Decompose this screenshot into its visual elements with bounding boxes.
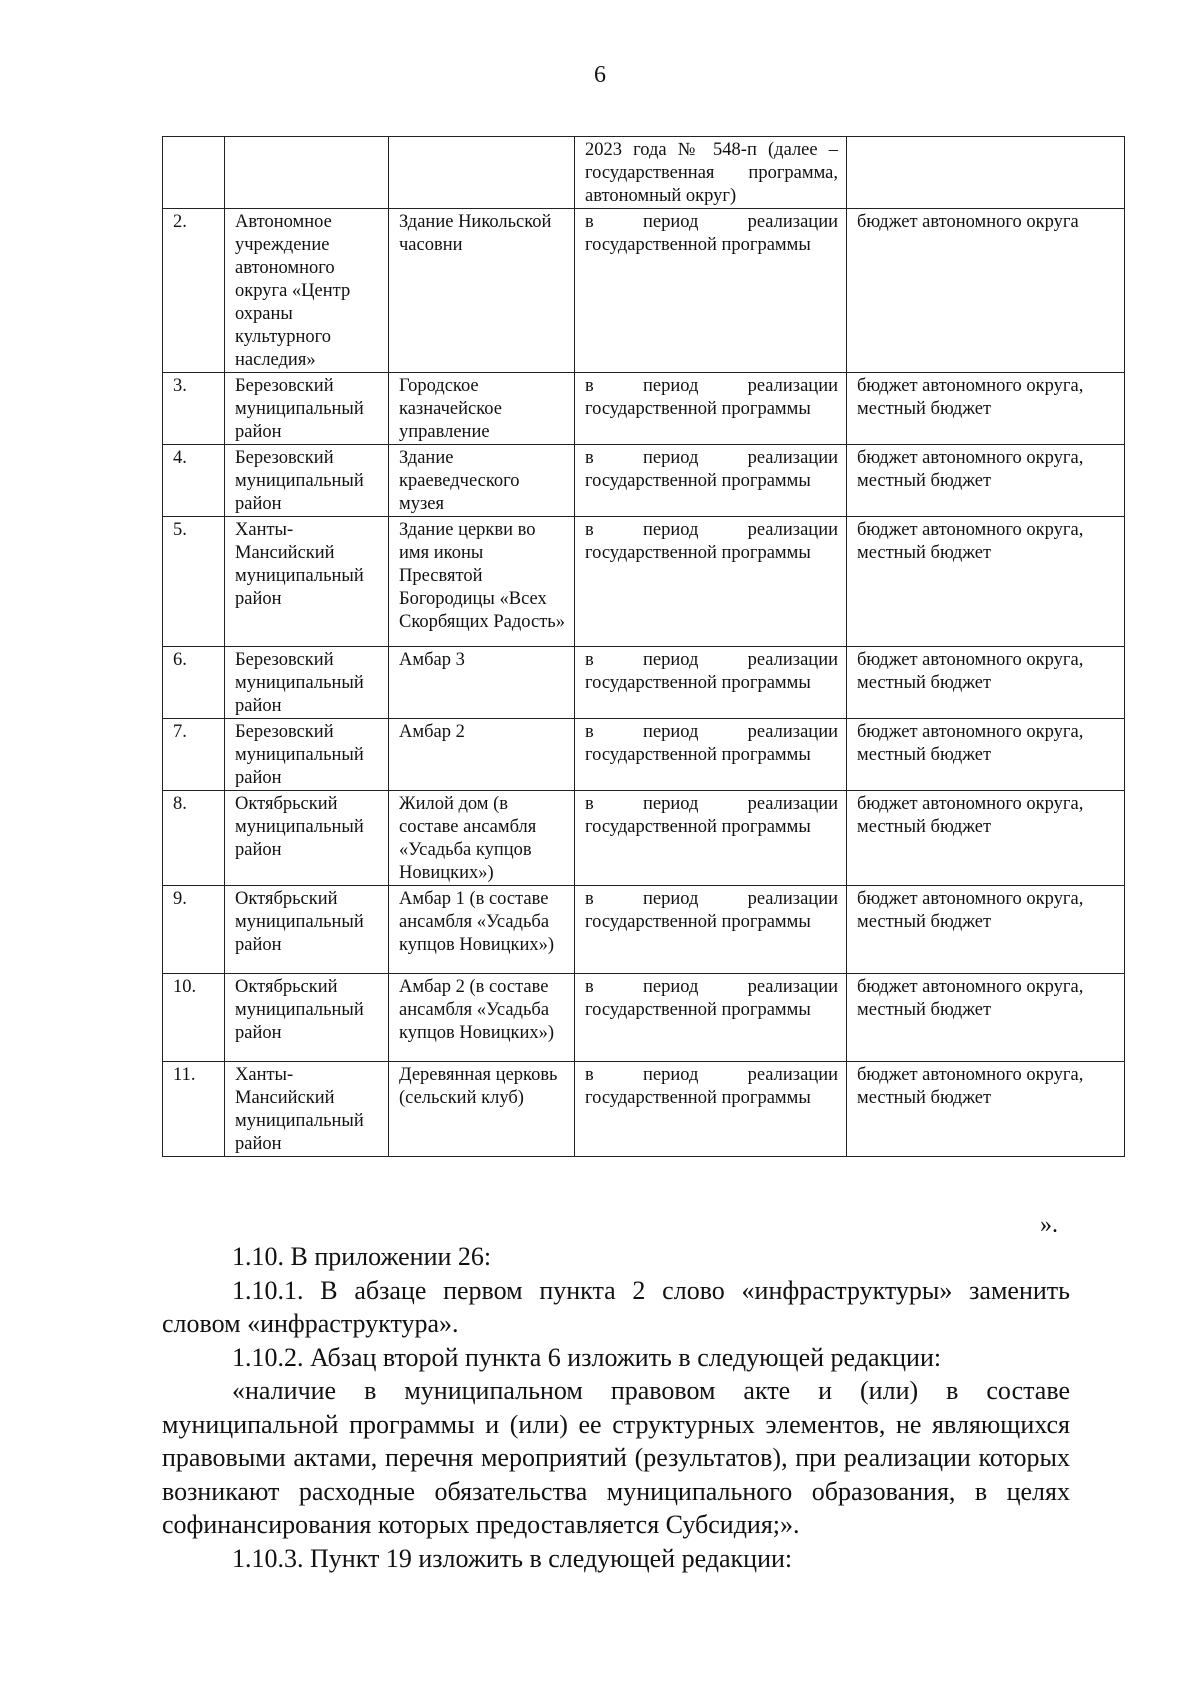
cell-period: в период реализации государственной программы xyxy=(575,445,847,517)
cell-number: 8. xyxy=(163,791,225,886)
cell-funding-source: бюджет автономного округа, местный бюджет xyxy=(847,791,1125,886)
cell-object: Амбар 3 xyxy=(389,647,575,719)
table-row xyxy=(163,1062,1125,1157)
cell-period: в период реализации государственной программы xyxy=(575,1062,847,1157)
cell-number: 6. xyxy=(163,647,225,719)
cell-period: 2023 года № 548-п (далее – государственная программа, автономный округ) xyxy=(575,137,847,209)
cell-number: 2. xyxy=(163,209,225,373)
cell-number: 5. xyxy=(163,517,225,647)
cell-number xyxy=(163,137,225,209)
cell-period: в период реализации государственной программы xyxy=(575,517,847,647)
cell-object: Здание краеведческого музея xyxy=(389,445,575,517)
cell-funding-source: бюджет автономного округа, местный бюджет xyxy=(847,1062,1125,1157)
table-row xyxy=(163,719,1125,791)
cell-period: в период реализации государственной программы xyxy=(575,974,847,1062)
cell-object: Городское казначейское управление xyxy=(389,373,575,445)
paragraph-1-10-2: 1.10.2. Абзац второй пункта 6 изложить в следующей редакции: xyxy=(232,1342,942,1372)
table-row xyxy=(163,517,1125,647)
cell-owner: Березовский муниципальный район xyxy=(225,647,389,719)
cell-funding-source: бюджет автономного округа, местный бюджет xyxy=(847,373,1125,445)
paragraph-1-10-1: 1.10.1. В абзаце первом пункта 2 слово «инфраструктуры» заменить словом «инфраструктура». xyxy=(162,1275,1070,1338)
cell-funding-source: бюджет автономного округа, местный бюджет xyxy=(847,974,1125,1062)
cell-object: Амбар 2 (в составе ансамбля «Усадьба купцов Новицких») xyxy=(389,974,575,1062)
cell-funding-source: бюджет автономного округа, местный бюджет xyxy=(847,445,1125,517)
cell-funding-source: бюджет автономного округа, местный бюджет xyxy=(847,517,1125,647)
cell-period: в период реализации государственной программы xyxy=(575,791,847,886)
paragraph-1-10: 1.10. В приложении 26: xyxy=(232,1242,492,1271)
cell-period: в период реализации государственной программы xyxy=(575,886,847,974)
objects-table xyxy=(162,136,1125,1157)
table-row xyxy=(163,974,1125,1062)
cell-object xyxy=(389,137,575,209)
cell-owner: Автономное учреждение автономного округа «Центр охраны культурного наследия» xyxy=(225,209,389,373)
cell-number: 9. xyxy=(163,886,225,974)
cell-owner: Октябрьский муниципальный район xyxy=(225,886,389,974)
cell-object: Здание церкви во имя иконы Пресвятой Богородицы «Всех Скорбящих Радость» xyxy=(389,517,575,647)
table-closing-quote: ». xyxy=(1040,1212,1058,1238)
cell-number: 3. xyxy=(163,373,225,445)
cell-period: в период реализации государственной программы xyxy=(575,209,847,373)
cell-owner: Ханты-Мансийский муниципальный район xyxy=(225,1062,389,1157)
table-row xyxy=(163,886,1125,974)
cell-object: Деревянная церковь (сельский клуб) xyxy=(389,1062,575,1157)
table-row xyxy=(163,445,1125,517)
cell-funding-source: бюджет автономного округа, местный бюджет xyxy=(847,647,1125,719)
table-row xyxy=(163,137,1125,209)
cell-owner: Березовский муниципальный район xyxy=(225,445,389,517)
cell-number: 4. xyxy=(163,445,225,517)
cell-funding-source: бюджет автономного округа, местный бюджет xyxy=(847,719,1125,791)
paragraph-quote: «наличие в муниципальном правовом акте и (или) в составе муниципальной программы и (или) ее структурных элементов, не являющихся правовыми актами, перечня мероприятий (результатов), при реализации которых возникают расходные обязательства муниципального образования, в целях софинансирования которых предоставляется Субсидия;». xyxy=(162,1376,1070,1539)
paragraph-1-10-3: 1.10.3. Пункт 19 изложить в следующей редакции: xyxy=(232,1543,793,1573)
cell-number: 11. xyxy=(163,1062,225,1157)
table-row xyxy=(163,373,1125,445)
cell-owner: Березовский муниципальный район xyxy=(225,373,389,445)
cell-period: в период реализации государственной программы xyxy=(575,647,847,719)
cell-object: Амбар 1 (в составе ансамбля «Усадьба купцов Новицких») xyxy=(389,886,575,974)
table-row xyxy=(163,647,1125,719)
cell-owner: Ханты-Мансийский муниципальный район xyxy=(225,517,389,647)
cell-period: в период реализации государственной программы xyxy=(575,373,847,445)
cell-period: в период реализации государственной программы xyxy=(575,719,847,791)
cell-funding-source xyxy=(847,137,1125,209)
cell-number: 10. xyxy=(163,974,225,1062)
page-number: 6 xyxy=(594,62,606,88)
cell-object: Амбар 2 xyxy=(389,719,575,791)
table-row xyxy=(163,791,1125,886)
cell-funding-source: бюджет автономного округа, местный бюджет xyxy=(847,886,1125,974)
cell-owner: Октябрьский муниципальный район xyxy=(225,974,389,1062)
cell-owner xyxy=(225,137,389,209)
table-row xyxy=(163,209,1125,373)
body-text xyxy=(162,1240,1070,1575)
cell-object: Жилой дом (в составе ансамбля «Усадьба купцов Новицких») xyxy=(389,791,575,886)
cell-number: 7. xyxy=(163,719,225,791)
cell-owner: Октябрьский муниципальный район xyxy=(225,791,389,886)
cell-object: Здание Никольской часовни xyxy=(389,209,575,373)
cell-funding-source: бюджет автономного округа xyxy=(847,209,1125,373)
cell-owner: Березовский муниципальный район xyxy=(225,719,389,791)
